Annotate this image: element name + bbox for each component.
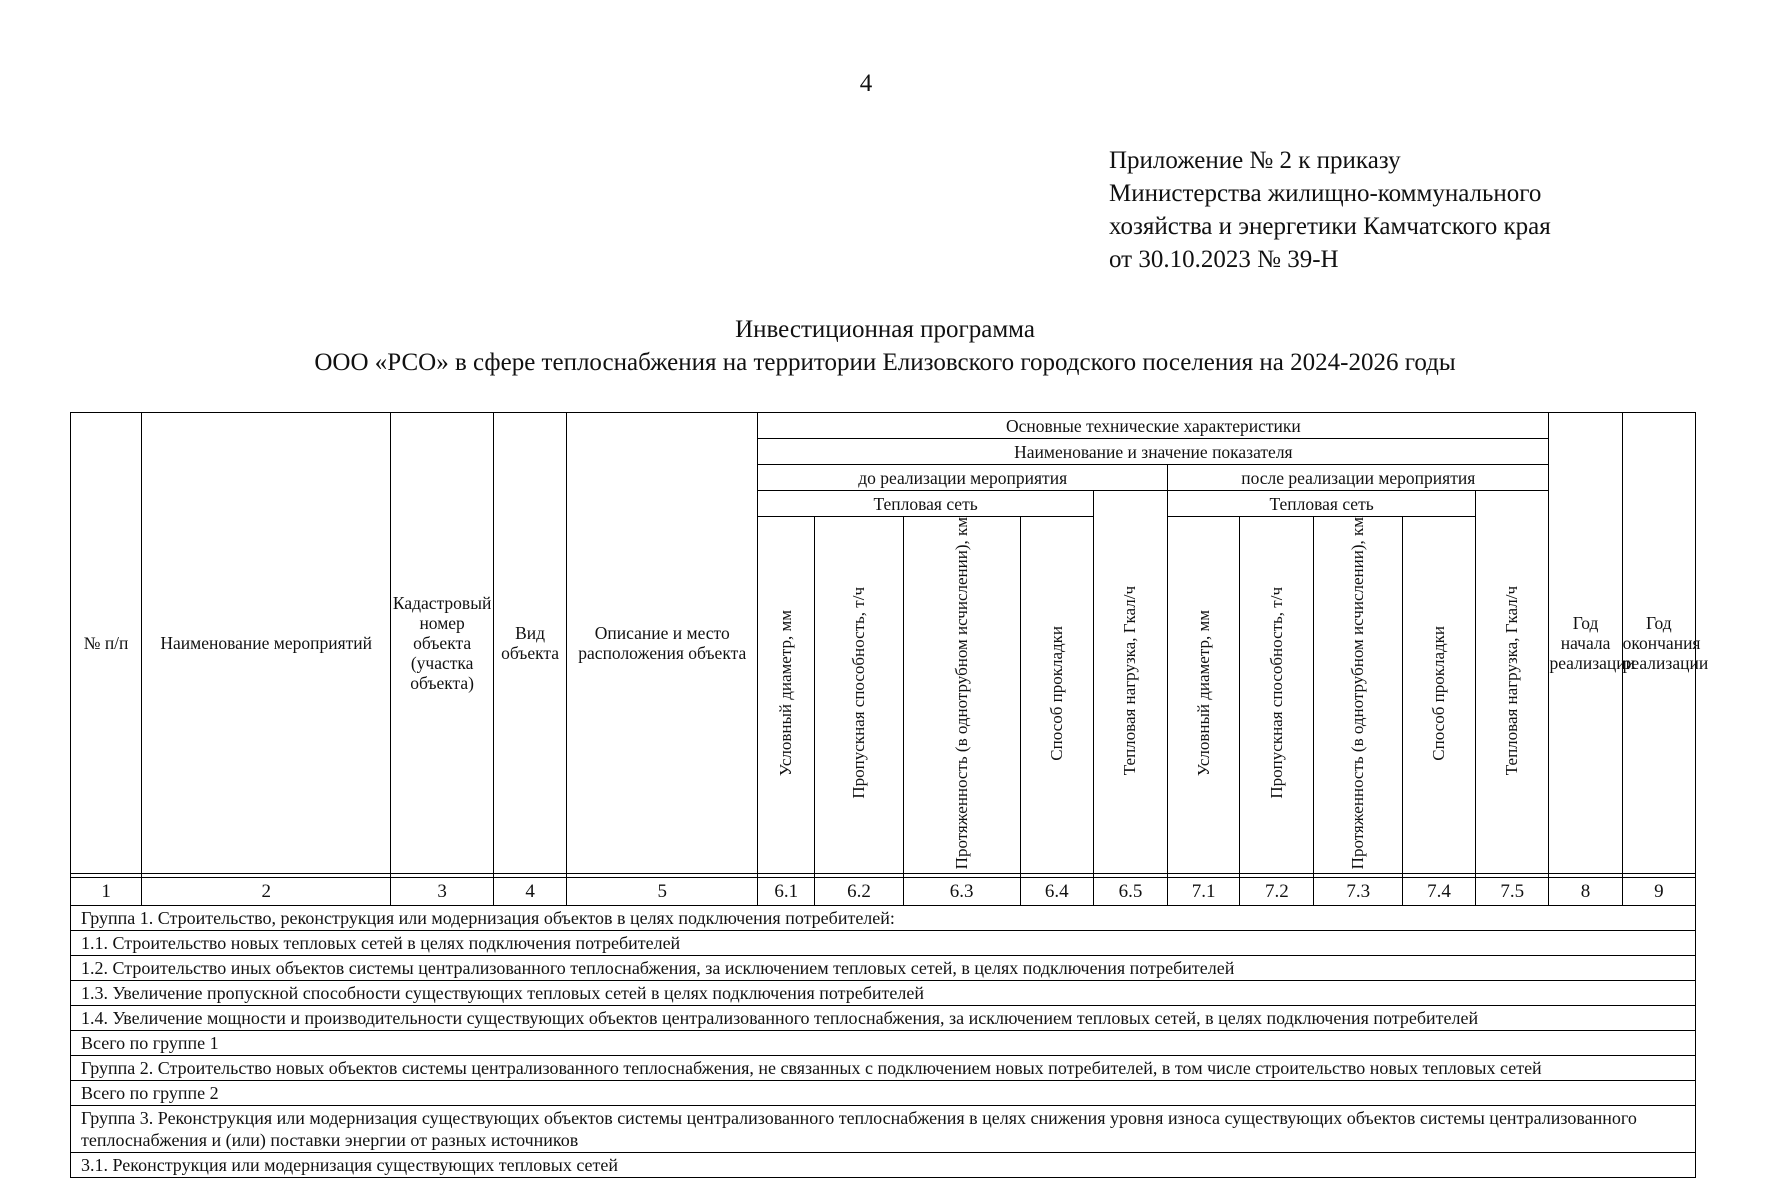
header-capacity-before: [815, 517, 903, 874]
column-number: 1: [71, 878, 142, 906]
header-laying-after-text: Способ прокладки: [1429, 625, 1449, 761]
column-number-row: [71, 878, 1696, 906]
header-heat-network-after: Тепловая сеть: [1168, 491, 1476, 517]
appendix-line: хозяйства и энергетики Камчатского края: [1109, 213, 1551, 240]
group-row-cell: Группа 1. Строительство, реконструкция или модернизация объектов в целях подключения потребителей:: [71, 906, 1696, 931]
header-diameter-after-text: Условный диаметр, мм: [1193, 610, 1213, 777]
header-heat-load-after-text: Тепловая нагрузка, Гкал/ч: [1502, 585, 1522, 775]
header-type: Вид объекта: [493, 413, 566, 874]
group-row-cell: Группа 3. Реконструкция или модернизация существующих объектов системы централизованного теплоснабжения в целях снижения уровня износа существующих объектов системы централизованного теплоснабжения и (или) поставки энергии от разных источников: [71, 1106, 1696, 1153]
table-row: [71, 956, 1696, 981]
header-year-end: Год окончания реализации: [1622, 413, 1695, 874]
table-row: [71, 1081, 1696, 1106]
header-indicator: Наименование и значение показателя: [758, 439, 1549, 465]
appendix-reference: [1109, 144, 1551, 276]
column-number: 7.2: [1240, 878, 1314, 906]
appendix-line: Приложение № 2 к приказу: [1109, 147, 1401, 174]
header-year-start: Год начала реализации: [1549, 413, 1622, 874]
group-row-cell: Всего по группе 1: [71, 1031, 1696, 1056]
header-capacity-after: [1240, 517, 1314, 874]
column-number: 3: [391, 878, 494, 906]
header-length-before-text: Протяженность (в однотрубном исчислении), км: [951, 517, 971, 870]
table-row: [71, 906, 1696, 931]
column-number: 6.2: [815, 878, 903, 906]
header-name: Наименование мероприятий: [142, 413, 391, 874]
column-number: 4: [493, 878, 566, 906]
appendix-line: от 30.10.2023 № 39-Н: [1109, 246, 1339, 273]
table-row: [71, 1006, 1696, 1031]
table-row: [71, 931, 1696, 956]
header-length-after: [1314, 517, 1402, 874]
table-row: [71, 1031, 1696, 1056]
column-number: 2: [142, 878, 391, 906]
title-line-2: ООО «РСО» в сфере теплоснабжения на территории Елизовского городского поселения на 2024-2026 годы: [314, 349, 1456, 376]
table-row: [71, 981, 1696, 1006]
header-capacity-before-text: Пропускная способность, т/ч: [848, 587, 868, 799]
group-row-cell: 1.1. Строительство новых тепловых сетей в целях подключения потребителей: [71, 931, 1696, 956]
column-number: 6.1: [758, 878, 815, 906]
column-number: 6.4: [1020, 878, 1093, 906]
header-heat-load-before: [1093, 491, 1167, 874]
header-diameter-after: [1168, 517, 1240, 874]
header-length-before: [903, 517, 1020, 874]
header-before: до реализации мероприятия: [758, 465, 1168, 491]
header-laying-before: [1020, 517, 1093, 874]
header-heat-network-before: Тепловая сеть: [758, 491, 1094, 517]
header-diameter-before-text: Условный диаметр, мм: [776, 610, 796, 777]
column-number: 5: [567, 878, 758, 906]
header-location: Описание и место расположения объекта: [567, 413, 758, 874]
column-number: 7.4: [1402, 878, 1475, 906]
group-row-cell: 1.4. Увеличение мощности и производительности существующих объектов централизованного теплоснабжения, за исключением тепловых сетей, в целях подключения потребителей: [71, 1006, 1696, 1031]
header-cadastral: Кадастровый номер объекта (участка объекта): [391, 413, 494, 874]
column-number: 6.3: [903, 878, 1020, 906]
group-row-cell: Группа 2. Строительство новых объектов системы централизованного теплоснабжения, не связанных с подключением новых потребителей, в том числе строительство новых тепловых сетей: [71, 1056, 1696, 1081]
header-laying-after: [1402, 517, 1475, 874]
header-after: после реализации мероприятия: [1168, 465, 1549, 491]
document-title: [0, 313, 1770, 379]
header-length-after-text: Протяженность (в однотрубном исчислении), км: [1348, 517, 1368, 870]
column-number: 7.3: [1314, 878, 1402, 906]
header-main-tech: Основные технические характеристики: [758, 413, 1549, 439]
header-num: № п/п: [71, 413, 142, 874]
group-row-cell: Всего по группе 2: [71, 1081, 1696, 1106]
header-capacity-after-text: Пропускная способность, т/ч: [1266, 587, 1286, 799]
appendix-line: Министерства жилищно-коммунального: [1109, 180, 1542, 207]
table-row: [71, 1153, 1696, 1178]
column-number: 7.5: [1476, 878, 1549, 906]
table-row: [71, 1056, 1696, 1081]
header-heat-load-before-text: Тепловая нагрузка, Гкал/ч: [1120, 585, 1140, 775]
column-number: 8: [1549, 878, 1622, 906]
column-number: 6.5: [1093, 878, 1167, 906]
group-row-cell: 1.2. Строительство иных объектов системы централизованного теплоснабжения, за исключением тепловых сетей, в целях подключения потребителей: [71, 956, 1696, 981]
header-heat-load-after: [1476, 491, 1549, 874]
header-laying-before-text: Способ прокладки: [1046, 625, 1066, 761]
column-number: 9: [1622, 878, 1695, 906]
group-row-cell: 3.1. Реконструкция или модернизация существующих тепловых сетей: [71, 1153, 1696, 1178]
table-row: [71, 1106, 1696, 1153]
header-diameter-before: [758, 517, 815, 874]
group-row-cell: 1.3. Увеличение пропускной способности существующих тепловых сетей в целях подключения потребителей: [71, 981, 1696, 1006]
title-line-1: Инвестиционная программа: [735, 316, 1035, 343]
investment-program-table: [70, 412, 1709, 1178]
column-number: 7.1: [1168, 878, 1240, 906]
page-number: 4: [859, 70, 873, 97]
